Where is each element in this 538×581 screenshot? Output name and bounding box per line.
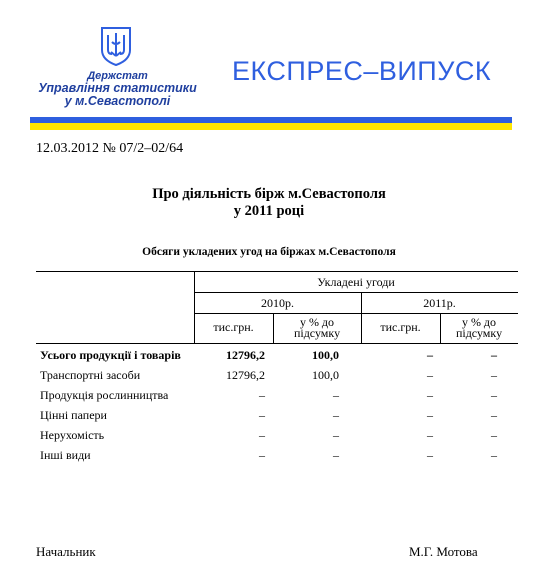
row-label: Транспортні засоби [40,368,141,382]
row-value: – [259,448,265,462]
row-value: – [491,448,497,462]
row-value: – [427,428,433,442]
org-name-line1: Держстат [87,70,148,82]
row-value: – [427,448,433,462]
row-value: – [259,428,265,442]
row-value: – [427,388,433,402]
group-header-deals: Укладені угоди [317,275,395,289]
col-2011-amount: тис.грн. [380,320,421,334]
signatory-position: Начальник [36,544,96,559]
document-title-line2: у 2011 році [233,203,305,219]
row-value: 100,0 [312,348,339,362]
row-value: – [491,408,497,422]
row-value: – [333,448,339,462]
header-stripe-yellow [30,123,512,130]
exchange-deals-table [36,271,518,471]
row-value: – [259,408,265,422]
table-title: Обсяги укладених угод на біржах м.Севастополя [142,246,396,258]
row-label: Цінні папери [40,408,107,422]
col-2011-share: у % до підсумку [455,315,503,340]
year-2010-header: 2010р. [261,296,294,310]
row-value: 12796,2 [226,368,265,382]
row-value: – [491,348,497,362]
row-value: – [259,388,265,402]
express-release-banner: ЕКСПРЕС–ВИПУСК [232,56,492,86]
row-value: – [427,368,433,382]
row-value: – [333,388,339,402]
row-label: Продукція рослинництва [40,388,169,402]
document-title-line1: Про діяльність бірж м.Севастополя [152,186,386,202]
row-value: – [491,368,497,382]
row-value: 100,0 [312,368,339,382]
row-value: – [491,428,497,442]
org-name-line2: Управління статистики [38,81,197,95]
row-value: – [333,428,339,442]
row-value: 12796,2 [226,348,265,362]
signatory-name: М.Г. Мотова [409,544,478,559]
row-value: – [491,388,497,402]
document-number: 12.03.2012 № 07/2–02/64 [36,141,184,156]
trident-coat-of-arms-icon [100,26,132,66]
year-2011-header: 2011р. [423,296,456,310]
col-2010-share: у % до підсумку [293,315,341,340]
col-2010-amount: тис.грн. [213,320,254,334]
row-value: – [333,408,339,422]
row-label: Нерухомість [40,428,105,442]
row-label: Усього продукції і товарів [40,348,181,362]
row-value: – [427,408,433,422]
org-name-line3: у м.Севастополі [64,94,171,108]
row-label: Інші види [40,448,91,462]
row-value: – [427,348,433,362]
